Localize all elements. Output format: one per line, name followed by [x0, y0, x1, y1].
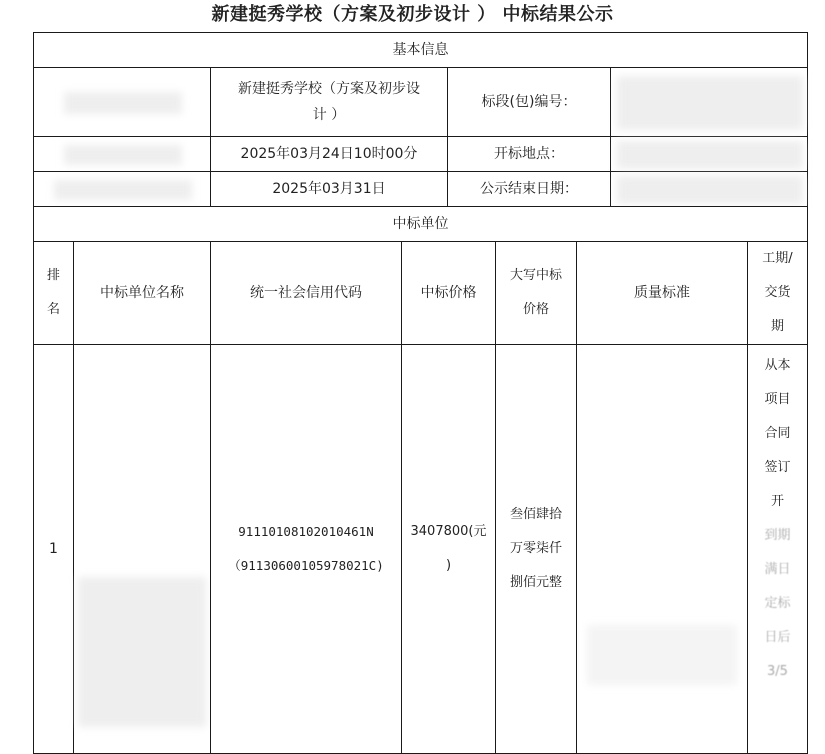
- row-period-cell: [747, 344, 808, 754]
- row-quality-cell: [576, 344, 748, 754]
- project-name-line2: 计 ）: [312, 107, 346, 123]
- basic-info-title: 基本信息: [392, 42, 449, 58]
- price-line1: 3407800(元: [410, 524, 487, 539]
- project-name-cell: [210, 67, 448, 137]
- caps-line2: 万零柒仟: [509, 541, 562, 556]
- caps-line3: 捌佰元整: [509, 575, 562, 590]
- col-header-quality: [576, 241, 748, 345]
- col-header-credit-code: [210, 241, 402, 345]
- period-line: 签订: [764, 460, 791, 475]
- caps-price-header-line2: 价格: [522, 302, 549, 317]
- end-date-value-cell: [610, 171, 808, 207]
- publish-date-cell: [210, 171, 448, 207]
- period-line: 从本: [764, 358, 791, 373]
- page-title: 新建挺秀学校（方案及初步设计 ） 中标结果公示: [211, 4, 614, 25]
- period-line: 项目: [764, 392, 791, 407]
- redaction: [617, 176, 803, 204]
- period-line-faded: 日后: [764, 630, 791, 645]
- period-header-line1: 工期/: [762, 251, 793, 266]
- end-date-label: 公示结束日期：: [480, 181, 578, 197]
- col-header-price: [401, 241, 496, 345]
- row-caps-price-cell: [495, 344, 577, 754]
- row-rank-cell: [33, 344, 74, 754]
- period-line-faded: 到期: [764, 528, 791, 543]
- open-time-cell: [210, 136, 448, 172]
- redacted-label-cell: [33, 136, 211, 172]
- lot-label: 标段(包)编号：: [481, 94, 577, 110]
- rank-header-line2: 名: [46, 302, 60, 317]
- publish-date: 2025年03月31日: [272, 181, 386, 197]
- price-line2: ): [445, 558, 452, 573]
- redacted-label-cell: [33, 171, 211, 207]
- redaction: [78, 577, 206, 727]
- open-time: 2025年03月24日10时00分: [240, 146, 418, 162]
- redaction: [64, 92, 182, 114]
- open-place-label: 开标地点：: [494, 146, 564, 162]
- caps-line1: 叁佰肆拾: [509, 507, 562, 522]
- credit-code-2: （91130600105978021C): [228, 558, 384, 573]
- quality-header: 质量标准: [634, 285, 690, 301]
- open-place-label-cell: [447, 136, 611, 172]
- redaction: [54, 180, 192, 200]
- end-date-label-cell: [447, 171, 611, 207]
- rank-header-line1: 排: [46, 268, 60, 283]
- period-line-faded: 定标: [764, 596, 791, 611]
- redaction: [587, 625, 737, 685]
- credit-code-header: 统一社会信用代码: [250, 285, 362, 301]
- caps-price-header-line1: 大写中标: [509, 268, 562, 283]
- open-place-value-cell: [610, 136, 808, 172]
- col-header-rank: [33, 241, 74, 345]
- col-header-caps-price: [495, 241, 577, 345]
- redaction: [617, 76, 803, 130]
- credit-code-1: 91110108102010461N: [238, 524, 374, 539]
- basic-info-header: [33, 32, 808, 68]
- period-header-line2: 交货: [764, 285, 791, 300]
- lot-label-cell: [447, 67, 611, 137]
- period-header-line3: 期: [770, 319, 784, 334]
- redaction: [64, 145, 182, 165]
- col-header-name: [73, 241, 211, 345]
- period-line-faded: 满日: [764, 562, 791, 577]
- period-line: 开: [770, 494, 784, 509]
- winner-title: 中标单位: [392, 216, 449, 232]
- lot-value-cell: [610, 67, 808, 137]
- row-name-cell: [73, 344, 211, 754]
- period-line: 合同: [764, 426, 791, 441]
- redacted-label-cell: [33, 67, 211, 137]
- project-name-line1: 新建挺秀学校（方案及初步设: [238, 81, 420, 97]
- name-header: 中标单位名称: [100, 285, 184, 301]
- winner-header: [33, 206, 808, 242]
- row-credit-code-cell: [210, 344, 402, 754]
- row-rank: 1: [49, 541, 58, 557]
- redaction: [617, 141, 803, 169]
- row-price-cell: [401, 344, 496, 754]
- period-line-faded: 3/5: [767, 664, 788, 679]
- col-header-period: [747, 241, 808, 345]
- price-header: 中标价格: [420, 285, 477, 301]
